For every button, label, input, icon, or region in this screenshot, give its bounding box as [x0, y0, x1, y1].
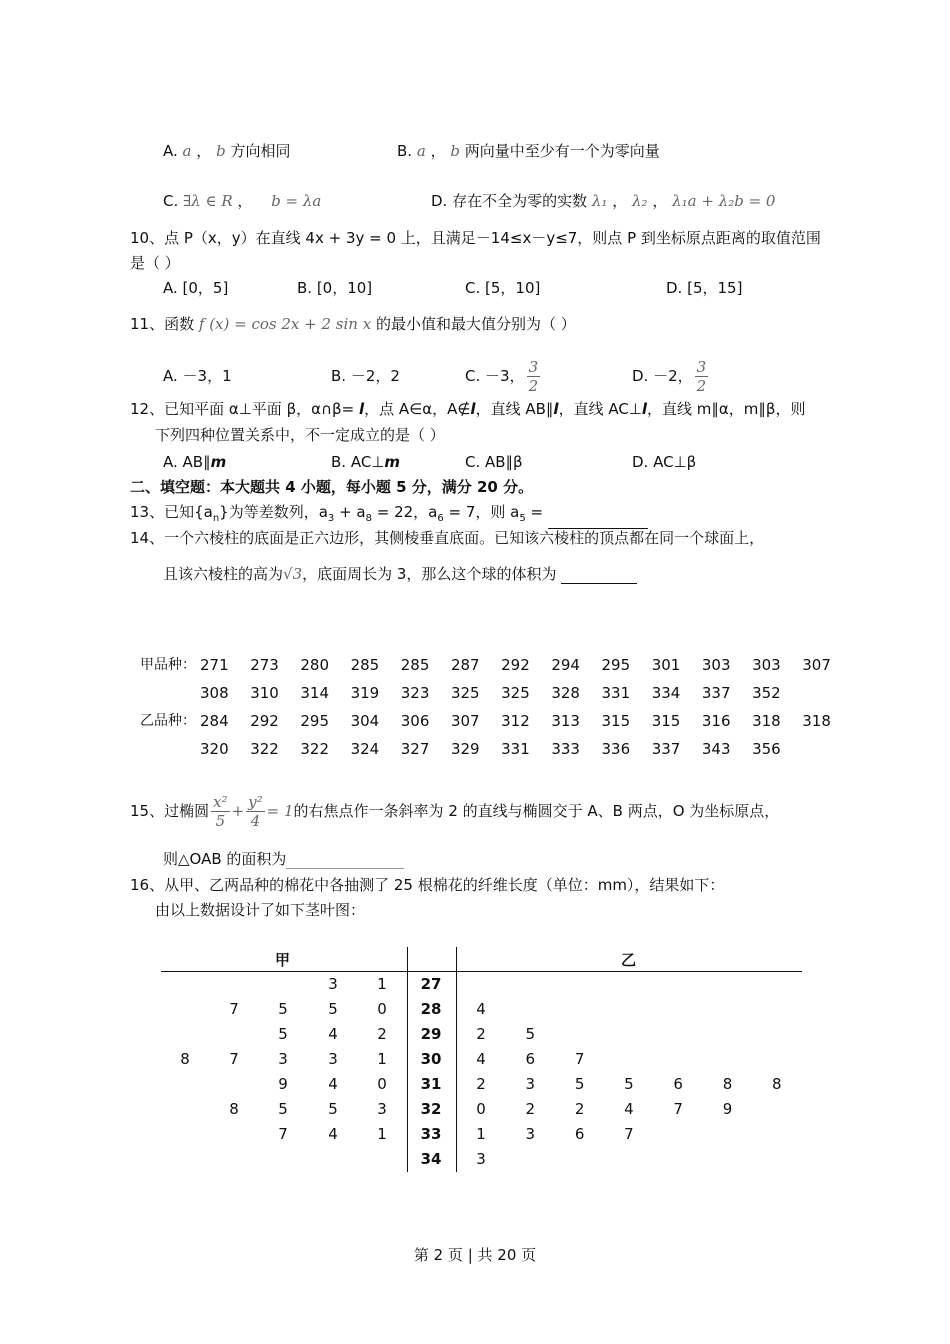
q12-option-b [331, 452, 400, 472]
leaf-jia: 7 [229, 1050, 239, 1068]
table-row [140, 651, 852, 679]
q10-option-a: A. [0，5] [163, 279, 229, 297]
table-cell: 306 [400, 712, 430, 730]
stem: 34 [420, 1150, 442, 1168]
text-part: 13、已知{a [130, 503, 213, 521]
table-cell: 318 [752, 712, 781, 730]
q9-option-a [163, 141, 290, 161]
q11-stem [130, 314, 576, 334]
option-text: C. AB∥β [465, 453, 523, 471]
page-footer: 第 2 页 | 共 20 页 [413, 1246, 537, 1264]
q10-line1: 10、点 P（x，y）在直线 4x + 3y = 0 上，且满足－14≤x－y≤7，则点 P 到坐标原点距离的取值范围 [130, 229, 821, 247]
answer-blank [548, 512, 648, 529]
q10-line2: 是（ ） [130, 254, 180, 272]
leaf-yi: 2 [476, 1075, 486, 1093]
q14-line2 [163, 564, 637, 584]
text-part: ，直线 m∥α，m∥β，则 [647, 400, 806, 418]
leaf-jia: 5 [328, 1100, 338, 1118]
leaf-yi: 7 [624, 1125, 634, 1143]
sqrt-3: √3 [283, 565, 303, 583]
option-label: C. [163, 192, 179, 210]
leaf-yi: 5 [525, 1025, 536, 1043]
italic-l: l [641, 400, 648, 418]
table-row [140, 679, 852, 707]
table-cell: 295 [601, 656, 631, 674]
header-yi: 乙 [621, 951, 637, 969]
table-cell: 303 [701, 656, 731, 674]
leaf-jia: 8 [180, 1050, 190, 1068]
table-cell: 337 [701, 684, 731, 702]
table-cell: 280 [300, 656, 330, 674]
text-part: }为等差数列，a [219, 503, 328, 521]
denominator: 2 [696, 377, 707, 395]
table-cell: 295 [300, 712, 330, 730]
text-part: ，直线 AB∥ [475, 400, 554, 418]
table-cell: 336 [601, 740, 631, 758]
cotton-data-table [140, 651, 852, 763]
numerator: 3 [528, 358, 539, 376]
table-cell: 285 [350, 656, 380, 674]
denominator: 4 [250, 812, 261, 830]
empty-cell [802, 679, 852, 707]
italic-m: m [384, 453, 401, 471]
plus-sign: + [231, 802, 245, 820]
leaf-yi: 5 [624, 1075, 634, 1093]
table-cell: 333 [551, 740, 580, 758]
italic-l: l [358, 400, 365, 418]
italic-l: l [553, 400, 559, 418]
stem: 31 [420, 1075, 442, 1093]
leaf-jia: 4 [328, 1125, 338, 1143]
italic-m: m [210, 453, 227, 471]
separator: ， [196, 142, 212, 160]
math-a: a [182, 142, 192, 160]
table-row [140, 707, 852, 735]
leaf-jia: 3 [328, 975, 338, 993]
subscript: 8 [365, 513, 372, 524]
table-cell: 356 [752, 740, 781, 758]
fraction-y2-4 [246, 793, 265, 830]
table-cell: 287 [450, 656, 480, 674]
option-text: D. －2， [632, 367, 693, 385]
leaf-jia: 4 [328, 1025, 338, 1043]
leaf-jia: 7 [278, 1125, 288, 1143]
math-exists: ∃λ ∈ R [183, 192, 233, 210]
answer-blank [286, 852, 404, 869]
table-cell: 329 [450, 740, 480, 758]
math-a: a [416, 142, 426, 160]
q10-option-c: C. [5，10] [465, 279, 541, 297]
table-cell: 337 [651, 740, 681, 758]
leaf-jia: 1 [377, 1125, 387, 1143]
leaf-jia: 3 [377, 1100, 387, 1118]
q11-prefix: 11、函数 [130, 315, 195, 333]
text-part: = 22，a [371, 503, 438, 521]
leaf-jia: 0 [377, 1000, 387, 1018]
subscript: 3 [327, 513, 335, 524]
table-cell: 292 [501, 656, 530, 674]
q10-option-b: B. [0，10] [297, 279, 373, 297]
leaf-jia: 1 [377, 1050, 387, 1068]
q12-option-c [465, 452, 523, 472]
subscript: 5 [519, 513, 526, 524]
leaf-yi: 6 [673, 1075, 683, 1093]
stem: 28 [420, 1000, 442, 1018]
table-cell: 284 [200, 712, 229, 730]
leaf-jia: 3 [278, 1050, 288, 1068]
leaf-yi: 9 [722, 1100, 733, 1118]
q15-line2 [163, 849, 404, 869]
table-cell: 304 [350, 712, 380, 730]
leaf-jia: 4 [328, 1075, 338, 1093]
leaf-yi: 0 [476, 1100, 486, 1118]
math-lambda1: λ₁ [591, 192, 608, 210]
table-cell: 313 [551, 712, 580, 730]
italic-l: l [470, 400, 476, 418]
table-cell: 318 [802, 712, 831, 730]
text-part: 15、过椭圆 [130, 802, 210, 820]
q11-function: f (x) = cos 2x + 2 sin x [198, 315, 372, 333]
separator: ， [612, 192, 628, 210]
q15-line1 [130, 788, 779, 834]
separator: ， [652, 192, 668, 210]
q16-line2: 由以上数据设计了如下茎叶图： [155, 901, 366, 919]
option-text: 存在不全为零的实数 [452, 192, 588, 210]
leaf-yi: 2 [525, 1100, 536, 1118]
table-cell: 352 [752, 684, 781, 702]
separator: ， [430, 142, 446, 160]
table-cell: 325 [450, 684, 480, 702]
q11-option-a: A. －3，1 [163, 367, 232, 385]
q11-option-b: B. －2，2 [331, 367, 400, 385]
equals-one: = 1 [266, 802, 294, 820]
leaf-jia: 1 [377, 975, 387, 993]
separator: ， [237, 192, 253, 210]
text-part: 的右焦点作一条斜率为 2 的直线与椭圆交于 A、B 两点，O 为坐标原点， [293, 802, 780, 820]
table-cell: 331 [501, 740, 530, 758]
numerator: 3 [696, 358, 707, 376]
leaf-yi: 4 [624, 1100, 634, 1118]
table-cell: 310 [250, 684, 279, 702]
table-cell: 328 [551, 684, 580, 702]
q9-option-c [163, 191, 321, 211]
table-cell: 308 [200, 684, 229, 702]
option-text: A. AB∥ [163, 453, 211, 471]
fraction [695, 358, 709, 395]
table-cell: 319 [350, 684, 380, 702]
q9-option-d [431, 191, 775, 211]
right-divider [456, 947, 457, 1172]
math-b: b [216, 142, 226, 160]
fraction [527, 358, 541, 395]
leaf-yi: 8 [772, 1075, 782, 1093]
stem: 33 [420, 1125, 442, 1143]
text-part: 则△OAB 的面积为 [163, 850, 287, 868]
table-cell: 271 [200, 656, 229, 674]
subscript: n [212, 513, 220, 524]
table-cell: 294 [551, 656, 580, 674]
leaf-jia: 2 [377, 1025, 387, 1043]
table-row [140, 735, 852, 763]
fraction-x2-5 [211, 793, 229, 830]
q10-option-d: D. [5，15] [666, 279, 743, 297]
table-cell: 285 [400, 656, 430, 674]
table-cell: 303 [752, 656, 781, 674]
option-text: B. AC⊥ [331, 453, 385, 471]
table-cell: 314 [300, 684, 330, 702]
leaf-jia: 5 [278, 1025, 288, 1043]
table-cell: 307 [450, 712, 480, 730]
leaf-yi: 7 [673, 1100, 683, 1118]
q9-option-b [397, 141, 660, 161]
header-rule [161, 971, 802, 972]
q11-option-d [632, 352, 710, 400]
not-in-symbol: ∉ [457, 400, 471, 418]
table-cell: 315 [651, 712, 681, 730]
leaf-jia: 5 [278, 1100, 288, 1118]
table-cell: 334 [651, 684, 681, 702]
leaf-jia: 0 [377, 1075, 387, 1093]
table-cell: 292 [250, 712, 279, 730]
option-label: A. [163, 142, 178, 160]
leaf-yi: 4 [476, 1000, 486, 1018]
table-cell: 325 [501, 684, 530, 702]
table-cell: 312 [501, 712, 530, 730]
leaf-yi: 1 [476, 1125, 486, 1143]
section-heading: 二、填空题：本大题共 4 小题，每小题 5 分，满分 20 分。 [130, 478, 534, 496]
table-cell: 343 [701, 740, 731, 758]
leaf-yi: 2 [476, 1025, 486, 1043]
header-jia: 甲 [275, 951, 291, 969]
leaf-yi: 7 [574, 1050, 585, 1068]
q12-option-d [632, 452, 696, 472]
stem: 30 [420, 1050, 442, 1068]
table-cell: 331 [601, 684, 631, 702]
q11-option-c [465, 352, 542, 400]
option-text: D. AC⊥β [632, 453, 697, 471]
table-cell: 323 [400, 684, 430, 702]
table-cell: 315 [601, 712, 631, 730]
leaf-jia: 9 [278, 1075, 288, 1093]
text-part: + a [334, 503, 366, 521]
stem: 32 [420, 1100, 442, 1118]
table-cell: 301 [651, 656, 681, 674]
option-text: 两向量中至少有一个为零向量 [464, 142, 660, 160]
empty-cell [802, 735, 852, 763]
text-part: 12、已知平面 α⊥平面 β，α∩β= [130, 400, 359, 418]
subscript: 6 [437, 513, 444, 524]
left-divider [407, 947, 408, 1172]
q13 [130, 502, 648, 529]
q12-option-a [163, 452, 226, 472]
yi-label: 乙品种： [140, 713, 196, 729]
leaf-yi: 6 [574, 1125, 585, 1143]
q14-line1: 14、一个六棱柱的底面是正六边形，其侧棱垂直底面。已知该六棱柱的顶点都在同一个球面上， [130, 529, 765, 547]
table-cell: 327 [400, 740, 430, 758]
empty-cell [140, 679, 200, 707]
text-part: ，点 A∈α，A [364, 400, 458, 418]
leaf-jia: 7 [229, 1000, 239, 1018]
empty-cell [140, 735, 200, 763]
math-lambda2: λ₂ [632, 192, 648, 210]
text-part: ，底面周长为 3，那么这个球的体积为 [302, 565, 562, 583]
text-part: 且该六棱柱的高为 [163, 565, 284, 583]
stem: 27 [420, 975, 442, 993]
leaf-yi: 3 [525, 1125, 536, 1143]
table-cell: 322 [300, 740, 330, 758]
leaf-yi: 8 [722, 1075, 733, 1093]
option-label: B. [397, 142, 413, 160]
stem: 29 [420, 1025, 442, 1043]
numerator: y² [248, 793, 263, 811]
numerator: x² [213, 793, 228, 811]
q11-suffix: 的最小值和最大值分别为（ ） [375, 315, 576, 333]
text-part: = 7，则 a [443, 503, 520, 521]
denominator: 2 [528, 377, 539, 395]
q12-line2: 下列四种位置关系中，不一定成立的是（ ） [155, 426, 445, 444]
q16-line1: 16、从甲、乙两品种的棉花中各抽测了 25 根棉花的纤维长度（单位：mm），结果如下： [130, 876, 725, 894]
table-cell: 324 [350, 740, 380, 758]
leaf-yi: 5 [574, 1075, 585, 1093]
leaf-yi: 6 [525, 1050, 536, 1068]
text-part: = [525, 503, 548, 521]
leaf-yi: 4 [476, 1050, 486, 1068]
math-equation: λ₁a + λ₂b = 0 [672, 192, 776, 210]
leaf-jia: 3 [328, 1050, 338, 1068]
jia-label: 甲品种： [140, 657, 196, 673]
leaf-jia: 8 [229, 1100, 239, 1118]
table-cell: 273 [250, 656, 279, 674]
option-text: C. －3， [465, 367, 525, 385]
leaf-yi: 2 [574, 1100, 585, 1118]
option-text: 方向相同 [230, 142, 291, 160]
q12-line1 [130, 399, 805, 419]
leaf-yi: 3 [476, 1150, 486, 1168]
leaf-yi: 3 [525, 1075, 536, 1093]
math-b-eq: b = λa [271, 192, 322, 210]
table-cell: 316 [701, 712, 731, 730]
denominator: 5 [215, 812, 226, 830]
text-part: ，直线 AC⊥ [558, 400, 642, 418]
option-label: D. [431, 192, 448, 210]
table-cell: 307 [802, 656, 831, 674]
table-cell: 320 [200, 740, 229, 758]
leaf-jia: 5 [328, 1000, 338, 1018]
leaf-jia: 5 [278, 1000, 288, 1018]
table-cell: 322 [250, 740, 279, 758]
math-b: b [450, 142, 460, 160]
answer-blank [561, 567, 637, 584]
